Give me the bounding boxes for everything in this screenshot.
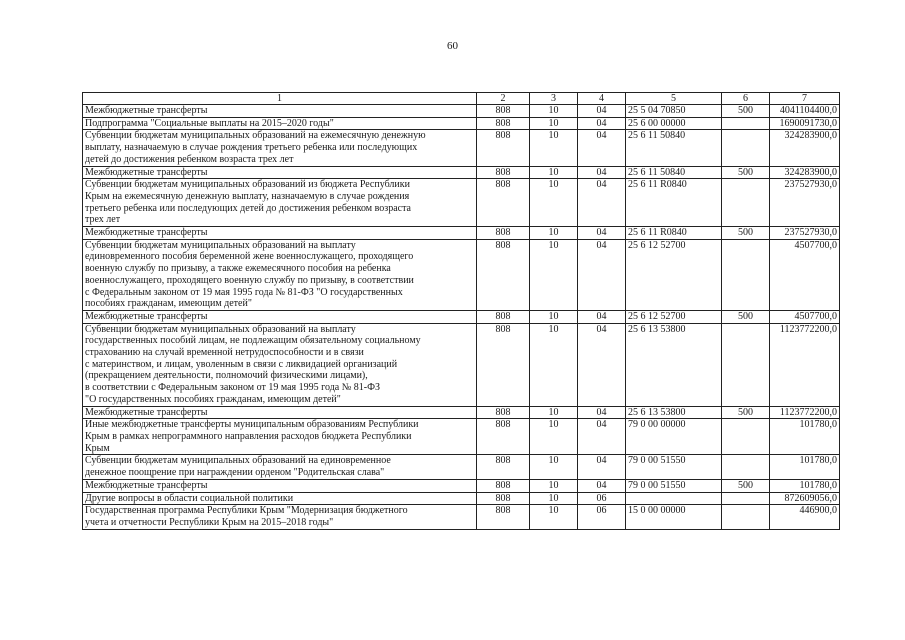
row-subsection-code: 04 <box>578 105 626 118</box>
row-subsection-code: 04 <box>578 406 626 419</box>
row-subsection-code: 04 <box>578 323 626 406</box>
row-target-article-code: 15 0 00 00000 <box>626 505 722 529</box>
row-amount: 872609056,0 <box>770 492 840 505</box>
table-row <box>83 117 840 130</box>
row-section-code: 10 <box>530 105 578 118</box>
row-target-article-code: 25 5 04 70850 <box>626 105 722 118</box>
row-name <box>83 239 477 310</box>
header-col-6: 6 <box>722 93 770 105</box>
row-target-article-code: 25 6 11 R0840 <box>626 227 722 240</box>
row-name-line: Субвенции бюджетам муниципальных образований на единовременное <box>85 455 391 467</box>
table-row <box>83 419 840 455</box>
row-name-line: Субвенции бюджетам муниципальных образований на ежемесячную денежную <box>85 130 426 142</box>
table-row <box>83 310 840 323</box>
row-subsection-code: 04 <box>578 239 626 310</box>
row-name-line: Крым в рамках непрограммного направления расходов бюджета Республики <box>85 430 412 442</box>
table-row <box>83 227 840 240</box>
row-name <box>83 419 477 455</box>
row-expense-type-code <box>722 419 770 455</box>
table-row <box>83 505 840 529</box>
row-section-code: 10 <box>530 479 578 492</box>
row-expense-type-code <box>722 179 770 227</box>
table-row <box>83 406 840 419</box>
row-name-line: третьего ребенка или последующих детей до достижения ребенком возраста <box>85 202 411 214</box>
row-name-line: Межбюджетные трансферты <box>85 227 208 239</box>
row-name-line: детей до достижения ребенком возраста трех лет <box>85 153 294 165</box>
row-target-article-code: 79 0 00 51550 <box>626 455 722 479</box>
row-name-line: выплату, назначаемую в случае рождения третьего ребенка или последующих <box>85 142 418 154</box>
row-name-line: в соответствии с Федеральным законом от 19 мая 1995 года № 81-ФЗ <box>85 382 381 394</box>
row-name <box>83 227 477 240</box>
row-name-line: единовременного пособия беременной жене военнослужащего, проходящего <box>85 251 414 263</box>
row-name-line: трех лет <box>85 214 121 226</box>
row-amount: 4507700,0 <box>770 310 840 323</box>
row-amount: 101780,0 <box>770 455 840 479</box>
row-name-line: Межбюджетные трансферты <box>85 479 208 491</box>
header-col-7: 7 <box>770 93 840 105</box>
row-expense-type-code <box>722 239 770 310</box>
row-expense-type-code: 500 <box>722 310 770 323</box>
row-name-line: пособиях гражданам, имеющим детей" <box>85 298 252 310</box>
row-ministry-code: 808 <box>477 406 530 419</box>
row-section-code: 10 <box>530 166 578 179</box>
row-ministry-code: 808 <box>477 130 530 166</box>
row-expense-type-code: 500 <box>722 227 770 240</box>
row-subsection-code: 04 <box>578 419 626 455</box>
row-expense-type-code <box>722 130 770 166</box>
row-expense-type-code <box>722 455 770 479</box>
row-target-article-code: 25 6 11 50840 <box>626 130 722 166</box>
row-name-line: Государственная программа Республики Крым "Модернизация бюджетного <box>85 505 408 517</box>
row-name-line: Крым на ежемесячную денежную выплату, назначаемую в случае рождения <box>85 190 410 202</box>
row-ministry-code: 808 <box>477 105 530 118</box>
row-target-article-code: 25 6 00 00000 <box>626 117 722 130</box>
row-amount: 1123772200,0 <box>770 406 840 419</box>
row-ministry-code: 808 <box>477 505 530 529</box>
table-row <box>83 455 840 479</box>
row-subsection-code: 04 <box>578 179 626 227</box>
row-name <box>83 130 477 166</box>
table-row <box>83 479 840 492</box>
row-name-line: Межбюджетные трансферты <box>85 105 208 116</box>
row-subsection-code: 04 <box>578 166 626 179</box>
row-expense-type-code <box>722 492 770 505</box>
table-header-row <box>83 93 840 105</box>
row-ministry-code: 808 <box>477 323 530 406</box>
row-expense-type-code <box>722 117 770 130</box>
row-section-code: 10 <box>530 419 578 455</box>
row-ministry-code: 808 <box>477 492 530 505</box>
row-name <box>83 492 477 505</box>
row-target-article-code: 25 6 11 R0840 <box>626 179 722 227</box>
row-name <box>83 455 477 479</box>
row-name-line: Иные межбюджетные трансферты муниципальным образованиям Республики <box>85 419 419 431</box>
row-name <box>83 479 477 492</box>
header-col-4: 4 <box>578 93 626 105</box>
row-subsection-code: 04 <box>578 227 626 240</box>
table-row <box>83 105 840 118</box>
row-target-article-code: 25 6 12 52700 <box>626 310 722 323</box>
row-amount: 101780,0 <box>770 419 840 455</box>
row-name <box>83 117 477 130</box>
row-section-code: 10 <box>530 117 578 130</box>
row-subsection-code: 04 <box>578 479 626 492</box>
row-ministry-code: 808 <box>477 117 530 130</box>
row-name-line: Межбюджетные трансферты <box>85 310 208 322</box>
header-col-2: 2 <box>477 93 530 105</box>
row-name <box>83 310 477 323</box>
row-section-code: 10 <box>530 310 578 323</box>
row-name-line: Субвенции бюджетам муниципальных образований на выплату <box>85 239 356 251</box>
row-ministry-code: 808 <box>477 455 530 479</box>
row-target-article-code: 25 6 13 53800 <box>626 323 722 406</box>
row-subsection-code: 06 <box>578 505 626 529</box>
row-section-code: 10 <box>530 130 578 166</box>
row-amount: 4041104400,0 <box>770 105 840 118</box>
row-name-line: учета и отчетности Республики Крым на 2015–2018 годы" <box>85 516 334 528</box>
row-section-code: 10 <box>530 239 578 310</box>
row-name <box>83 179 477 227</box>
page-number: 60 <box>447 40 458 52</box>
row-target-article-code <box>626 492 722 505</box>
row-section-code: 10 <box>530 406 578 419</box>
row-name-line: денежное поощрение при награждении орденом "Родительская слава" <box>85 467 385 479</box>
header-col-1: 1 <box>83 93 477 105</box>
row-expense-type-code <box>722 323 770 406</box>
row-ministry-code: 808 <box>477 310 530 323</box>
row-amount: 324283900,0 <box>770 130 840 166</box>
table-row <box>83 179 840 227</box>
row-expense-type-code: 500 <box>722 406 770 419</box>
row-subsection-code: 04 <box>578 455 626 479</box>
row-ministry-code: 808 <box>477 479 530 492</box>
row-name <box>83 505 477 529</box>
row-subsection-code: 06 <box>578 492 626 505</box>
row-section-code: 10 <box>530 179 578 227</box>
header-col-5: 5 <box>626 93 722 105</box>
header-col-3: 3 <box>530 93 578 105</box>
row-section-code: 10 <box>530 323 578 406</box>
row-amount: 237527930,0 <box>770 179 840 227</box>
row-subsection-code: 04 <box>578 130 626 166</box>
row-name <box>83 105 477 118</box>
table-row <box>83 166 840 179</box>
row-amount: 4507700,0 <box>770 239 840 310</box>
row-name-line: военнослужащего, проходящего военную службу по призыву, в соответствии <box>85 274 414 286</box>
row-subsection-code: 04 <box>578 117 626 130</box>
row-ministry-code: 808 <box>477 419 530 455</box>
row-name <box>83 323 477 406</box>
row-section-code: 10 <box>530 227 578 240</box>
table-row <box>83 130 840 166</box>
row-name-line: Межбюджетные трансферты <box>85 166 208 178</box>
row-amount: 1123772200,0 <box>770 323 840 406</box>
row-subsection-code: 04 <box>578 310 626 323</box>
table-row <box>83 239 840 310</box>
row-target-article-code: 25 6 12 52700 <box>626 239 722 310</box>
row-expense-type-code: 500 <box>722 105 770 118</box>
row-name-line: Крым <box>85 442 110 454</box>
table-row <box>83 492 840 505</box>
row-name <box>83 406 477 419</box>
row-name-line: (прекращением деятельности, полномочий физическими лицами), <box>85 370 368 382</box>
row-name-line: Подпрограмма "Социальные выплаты на 2015–2020 годы" <box>85 117 334 129</box>
row-section-code: 10 <box>530 492 578 505</box>
budget-table <box>82 92 840 530</box>
row-name-line: государственных пособий лицам, не подлежащим обязательному социальному <box>85 335 421 347</box>
row-section-code: 10 <box>530 455 578 479</box>
row-target-article-code: 79 0 00 51550 <box>626 479 722 492</box>
row-target-article-code: 25 6 13 53800 <box>626 406 722 419</box>
row-expense-type-code <box>722 505 770 529</box>
row-ministry-code: 808 <box>477 239 530 310</box>
row-target-article-code: 25 6 11 50840 <box>626 166 722 179</box>
row-name-line: с Федеральным законом от 19 мая 1995 года № 81-ФЗ "О государственных <box>85 286 403 298</box>
row-amount: 324283900,0 <box>770 166 840 179</box>
row-name-line: с материнством, и лицам, уволенным в связи с ликвидацией организаций <box>85 358 398 370</box>
row-ministry-code: 808 <box>477 166 530 179</box>
row-ministry-code: 808 <box>477 179 530 227</box>
row-name <box>83 166 477 179</box>
row-name-line: военную службу по призыву, а также ежемесячного пособия на ребенка <box>85 263 391 275</box>
row-name-line: Межбюджетные трансферты <box>85 406 208 418</box>
row-section-code: 10 <box>530 505 578 529</box>
row-amount: 237527930,0 <box>770 227 840 240</box>
row-amount: 101780,0 <box>770 479 840 492</box>
row-name-line: Субвенции бюджетам муниципальных образований из бюджета Республики <box>85 179 410 191</box>
row-expense-type-code: 500 <box>722 166 770 179</box>
row-amount: 446900,0 <box>770 505 840 529</box>
row-name-line: Субвенции бюджетам муниципальных образований на выплату <box>85 323 356 335</box>
row-target-article-code: 79 0 00 00000 <box>626 419 722 455</box>
row-name-line: страхованию на случай временной нетрудоспособности и в связи <box>85 347 364 359</box>
table-row <box>83 323 840 406</box>
row-amount: 1690091730,0 <box>770 117 840 130</box>
row-expense-type-code: 500 <box>722 479 770 492</box>
row-name-line: Другие вопросы в области социальной политики <box>85 492 294 504</box>
row-ministry-code: 808 <box>477 227 530 240</box>
row-name-line: "О государственных пособиях гражданам, имеющим детей" <box>85 393 341 405</box>
